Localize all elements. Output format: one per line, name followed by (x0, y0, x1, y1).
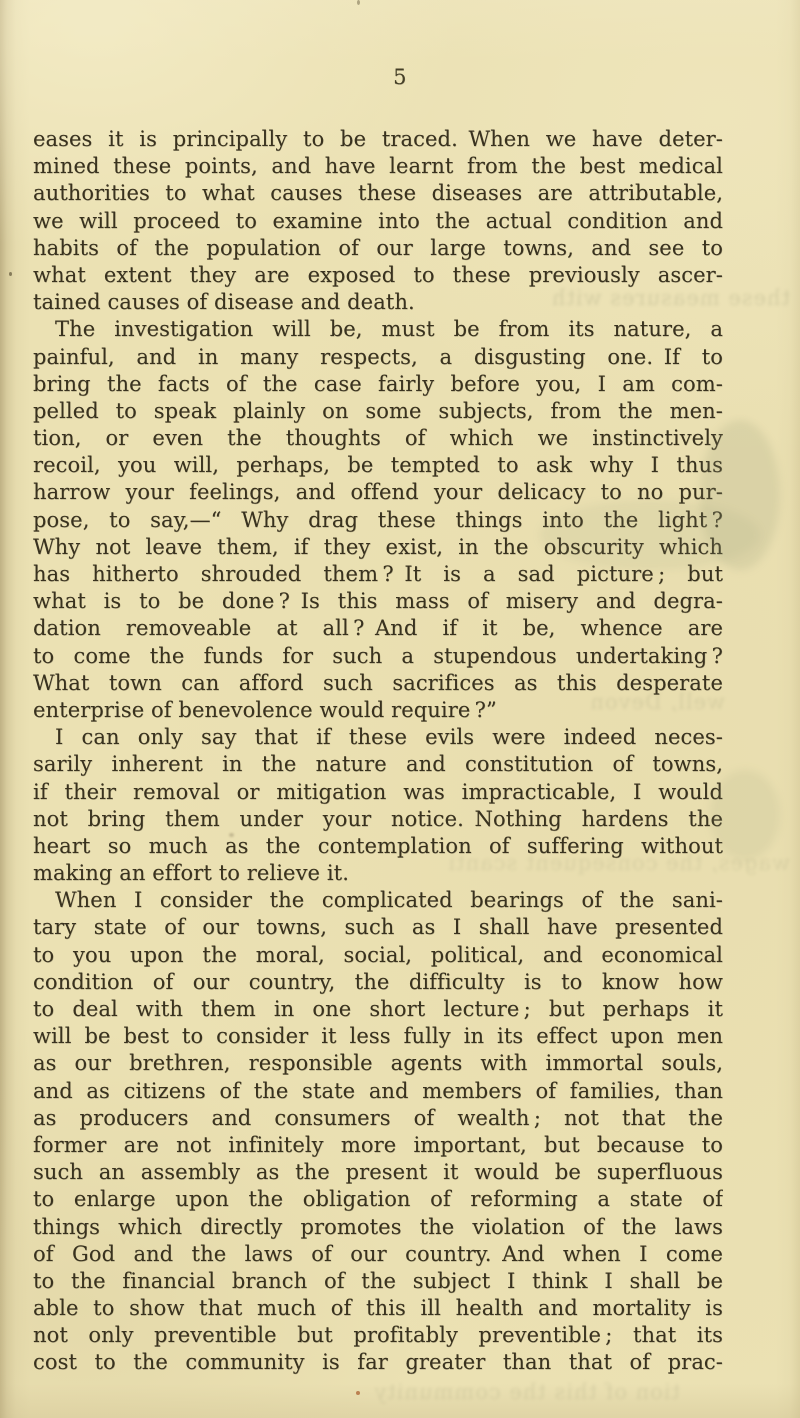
text-line: bring the facts of the case fairly before you, I am com- (33, 371, 723, 396)
text-line: we will proceed to examine into the actual condition and (33, 208, 723, 233)
text-line: dation removeable at all ? And if it be, whence are (33, 616, 723, 641)
text-line: mined these points, and have learnt from the best medical (33, 154, 723, 179)
paragraph (33, 887, 723, 1376)
paper-speck (9, 272, 12, 276)
text-line: able to show that much of this ill health and mortality is (33, 1296, 723, 1321)
text-line: pelled to speak plainly on some subjects, from the men- (33, 398, 723, 423)
text-line: heart so much as the contemplation of suffering without (33, 833, 723, 858)
verso-show-through: these measures with (550, 286, 790, 310)
text-line: When I consider the complicated bearings of the sani- (55, 888, 723, 913)
text-line: former are not infinitely more important, but because to (33, 1132, 723, 1157)
text-line: condition of our country, the difficulty is to know how (33, 969, 723, 994)
text-line: pose, to say,—“ Why drag these things into the light ? (33, 507, 723, 532)
text-line: not bring them under your notice. Nothing hardens the (33, 806, 723, 831)
paragraph (33, 316, 723, 724)
text-line: if their removal or mitigation was impracticable, I would (33, 779, 723, 804)
text-line: painful, and in many respects, a disgusting one. If to (33, 344, 723, 369)
text-line: what extent they are exposed to these previously ascer- (33, 262, 723, 287)
text-line: recoil, you will, perhaps, be tempted to ask why I thus (33, 453, 723, 478)
text-line: what is to be done ? Is this mass of misery and degra- (33, 589, 723, 614)
text-line: authorities to what causes these diseases are attributable, (33, 181, 723, 206)
text-line: to come the funds for such a stupendous undertaking ? (33, 643, 723, 668)
verso-show-through: tion of this the community (373, 1380, 680, 1404)
paper-speck (357, 0, 360, 5)
text-line: habits of the population of our large towns, and see to (33, 235, 723, 260)
text-line: such an assembly as the present it would be superfluous (33, 1160, 723, 1185)
text-line: cost to the community is far greater than that of prac- (33, 1350, 723, 1375)
text-line: harrow your feelings, and offend your delicacy to no pur- (33, 480, 723, 505)
page-number: 5 (393, 65, 407, 89)
text-line: to enlarge upon the obligation of reforming a state of (33, 1187, 723, 1212)
text-line: has hitherto shrouded them ? It is a sad picture ; but (33, 562, 723, 586)
verso-show-through: well, Devon (589, 690, 725, 714)
text-line: tained causes of disease and death. (33, 290, 415, 315)
verso-show-through: wages, the consequent scanti (447, 851, 790, 875)
text-line: making an effort to relieve it. (33, 861, 349, 886)
text-line: tary state of our towns, such as I shall have presented (33, 915, 723, 940)
text-line: as our brethren, responsible agents with immortal souls, (33, 1051, 723, 1076)
text-line: I can only say that if these evils were indeed neces- (55, 725, 723, 750)
text-line: and as citizens of the state and members of families, than (33, 1078, 723, 1103)
text-line: to you upon the moral, social, political, and economical (33, 942, 723, 967)
text-line: What town can afford such sacrifices as this desperate (33, 670, 723, 695)
text-line: eases it is principally to be traced. When we have deter- (33, 127, 723, 151)
text-block (33, 126, 723, 1377)
text-line: tion, or even the thoughts of which we instinctively (33, 426, 723, 451)
text-line: sarily inherent in the nature and constitution of towns, (33, 752, 723, 777)
paper-speck (356, 1391, 360, 1395)
text-line: will be best to consider it less fully in its effect upon men (33, 1024, 723, 1049)
text-line: Why not leave them, if they exist, in the obscurity which (33, 534, 723, 559)
paragraph (33, 126, 723, 316)
text-line: not only preventible but profitably preventible ; that its (33, 1323, 723, 1348)
text-line: to deal with them in one short lecture ; but perhaps it (33, 997, 723, 1021)
text-line: enterprise of benevolence would require ?” (33, 697, 497, 722)
paragraph (33, 724, 723, 887)
text-line: of God and the laws of our country. And when I come (33, 1241, 723, 1266)
text-line: things which directly promotes the violation of the laws (33, 1214, 723, 1239)
text-line: to the financial branch of the subject I think I shall be (33, 1268, 723, 1293)
text-line: The investigation will be, must be from its nature, a (55, 317, 723, 342)
text-line: as producers and consumers of wealth ; not that the (33, 1105, 723, 1130)
